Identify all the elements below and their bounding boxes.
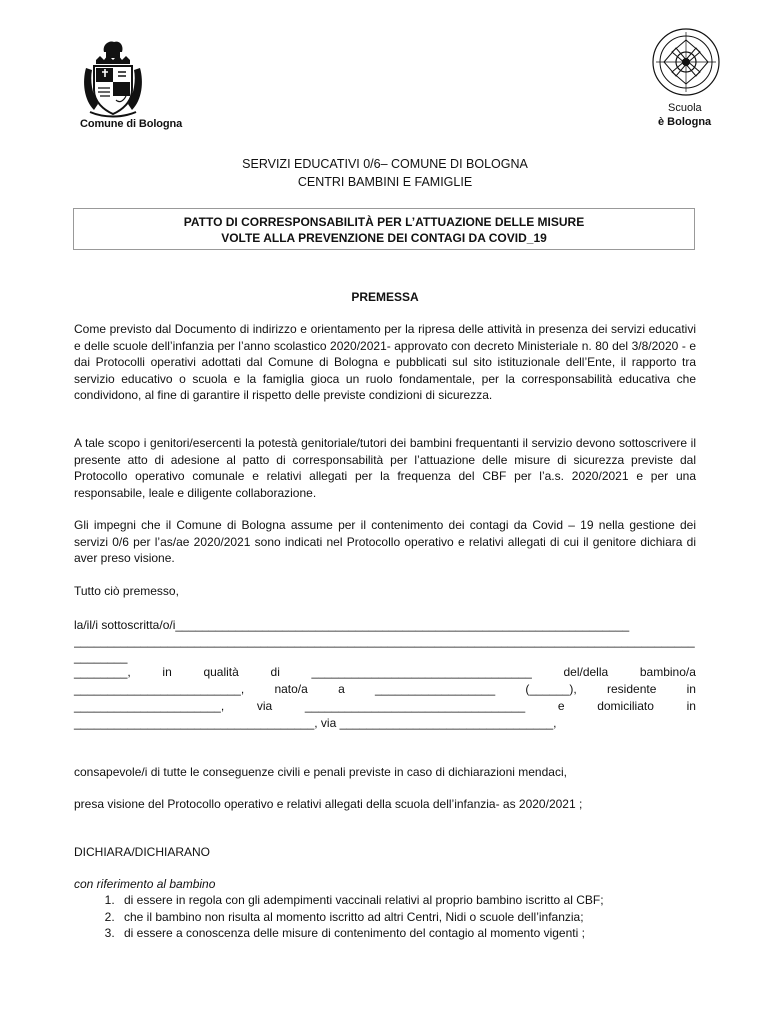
scuola-e-bologna-logo — [646, 26, 736, 132]
scuola-emblem-icon — [650, 26, 722, 98]
left-logo-caption: Comune di Bologna — [80, 118, 183, 130]
list-item: 1. di essere in regola con gli adempimenti vaccinali relativi al proprio bambino iscritto al CBF; — [118, 892, 604, 909]
form-label: nato/a — [274, 682, 308, 696]
province-field[interactable]: (______), — [525, 682, 577, 696]
domicile-field[interactable]: ____________________________________, via ________________________________, — [74, 716, 557, 730]
header-line-1: SERVIZI EDUCATIVI 0/6– COMUNE DI BOLOGNA — [242, 157, 528, 171]
title-line-1: PATTO DI CORRESPONSABILITÀ PER L’ATTUAZIONE DELLE MISURE — [183, 215, 585, 229]
residence-city-field[interactable]: ______________________, — [74, 699, 225, 713]
form-label: di — [270, 665, 280, 679]
premessa-heading: PREMESSA — [351, 290, 419, 304]
form-label: in — [162, 665, 172, 679]
premessa-paragraph-3: Gli impegni che il Comune di Bologna assume per il contenimento dei contagi da Covid – 19 nella gestione dei servizi 0/6 per l’as/ae 2020/2021 sono indicati nel Protocollo operativo e relativi allegati di cui il genitore dichiara di aver preso visione. — [74, 518, 696, 565]
qualita-role-field[interactable]: _________________________________ — [311, 665, 532, 679]
signer-name-field[interactable]: la/il/i sottoscritta/o/i____________________________________________________________________ — [74, 618, 630, 632]
right-logo-caption-line1: Scuola — [668, 102, 702, 114]
form-label: domiciliato — [597, 699, 654, 713]
premessa-paragraph-2: A tale scopo i genitori/esercenti la potestà genitoriale/tutori dei bambini frequentanti il servizio devono sottoscrivere il presente atto di adesione al patto di corresponsabilità per l’attuazione delle misure di sicurezza previste dal Protocollo operativo comunale e relativi allegati per la frequenza del CBF per l’a.s. 2020/2021 e per una responsabile, leale e diligente collaborazione. — [74, 436, 696, 500]
list-item: 2. che il bambino non risulta al momento iscritto ad altri Centri, Nidi o scuole dell’infanzia; — [118, 909, 604, 926]
form-label: e — [557, 699, 565, 713]
declarations-list — [74, 892, 604, 942]
form-row-residenza — [74, 699, 696, 713]
signer-name-end-field[interactable]: ________ — [74, 650, 128, 664]
premessa-paragraph-1: Come previsto dal Documento di indirizzo e orientamento per la ripresa delle attività in presenza dei servizi educativi e delle scuole dell’infanzia per l’anno scolastico 2020/2021- approvato con decreto Ministeriale n. 80 del 3/8/2020 - e dai Protocolli operativi adottati dal Comune di Bologna e pubblicati sul sito istituzionale dell’Ente, il rapporto tra servizio educativo o scuola e la famiglia gioca un ruolo fondamentale, per la corresponsabilità educativa che condividono, al fine di garantire il rispetto delle previste condizioni di sicurezza. — [74, 322, 696, 402]
form-label: residente — [607, 682, 657, 696]
right-logo-caption-line2: è Bologna — [658, 116, 712, 128]
signer-name-continuation-field[interactable]: _____________________________________________________________________________________________ — [74, 634, 695, 648]
form-row-qualita — [74, 665, 696, 679]
comune-di-bologna-logo — [74, 38, 194, 136]
statement-presa-visione: presa visione del Protocollo operativo e relativi allegati della scuola dell’infanzia- as 2020/2021 ; — [74, 797, 583, 811]
child-name-field[interactable]: _________________________, — [74, 682, 245, 696]
birthplace-field[interactable]: __________________ — [375, 682, 496, 696]
statement-consapevole: consapevole/i di tutte le conseguenze civili e penali previste in caso di dichiarazioni mendaci, — [74, 765, 567, 779]
form-label: bambino/a — [639, 665, 696, 679]
form-label: a — [338, 682, 345, 696]
qualita-field[interactable]: ________, — [74, 665, 131, 679]
premesso-text: Tutto ciò premesso, — [74, 584, 179, 598]
child-reference-label: con riferimento al bambino — [74, 877, 216, 891]
document-title-box — [73, 208, 695, 250]
residence-street-field[interactable]: _________________________________ — [304, 699, 526, 713]
list-item: 3. di essere a conoscenza delle misure di contenimento del contagio al momento vigenti ; — [118, 925, 604, 942]
form-label: qualità — [203, 665, 239, 679]
form-row-nascita — [74, 682, 696, 696]
title-line-2: VOLTE ALLA PREVENZIONE DEI CONTAGI DA COVID_19 — [221, 231, 547, 245]
form-label: in — [686, 682, 696, 696]
form-label: via — [256, 699, 273, 713]
form-label: del/della — [563, 665, 609, 679]
declare-heading: DICHIARA/DICHIARANO — [74, 845, 211, 859]
header-line-2: CENTRI BAMBINI E FAMIGLIE — [297, 175, 473, 189]
form-label: in — [686, 699, 696, 713]
coat-of-arms-icon — [80, 38, 146, 118]
